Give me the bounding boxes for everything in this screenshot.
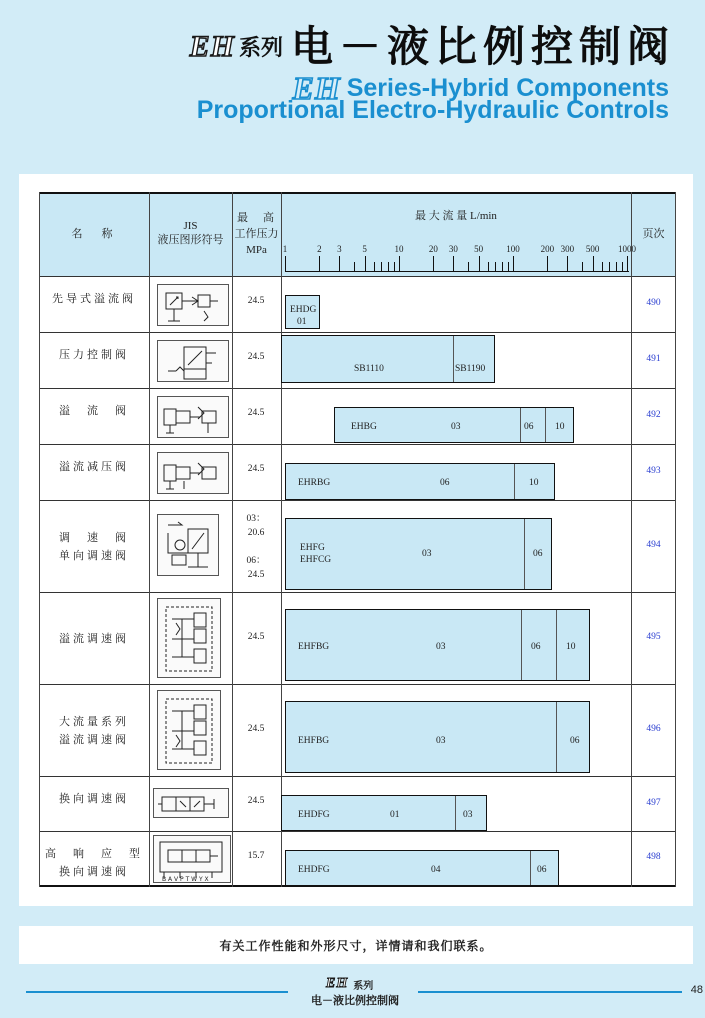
row-pressure: 24.5 — [247, 464, 265, 474]
axis-tick-label: 10 — [394, 244, 404, 254]
axis-tick-label: 2 — [317, 244, 322, 254]
axis-tick-label: 3 — [337, 244, 342, 254]
bar-label: 03 — [436, 642, 446, 652]
row-name: 换向调速阀 — [59, 866, 129, 878]
note-panel — [19, 926, 693, 964]
hydraulic-symbol-icon — [157, 340, 229, 382]
bar-label: 06 — [570, 736, 580, 746]
row-pressure: 24.5 — [247, 632, 265, 642]
axis-tick — [609, 262, 610, 271]
bar-divider — [524, 519, 525, 589]
footer-title: 电－液比例控制阀 — [311, 994, 399, 1007]
header-pressure-3: MPa — [246, 244, 267, 256]
row-page-link[interactable]: 494 — [646, 540, 661, 550]
row-page-link[interactable]: 495 — [646, 632, 661, 642]
axis-tick — [513, 256, 514, 271]
axis-tick — [319, 256, 320, 271]
hydraulic-symbol-icon — [157, 452, 229, 494]
axis-tick-label: 5 — [362, 244, 367, 254]
bar-divider — [521, 610, 522, 680]
row-page-link[interactable]: 493 — [646, 466, 661, 476]
axis-tick-label: 1000 — [618, 244, 636, 254]
row-page-link[interactable]: 490 — [646, 298, 661, 308]
axis-tick-label: 20 — [428, 244, 438, 254]
bar-divider — [455, 796, 456, 830]
row-name: 大流量系列 — [59, 716, 129, 728]
page-number: 48 — [690, 984, 703, 996]
flow-range-bar — [281, 795, 487, 831]
row-name: 单向调速阀 — [59, 550, 129, 562]
bar-label: 04 — [431, 865, 441, 875]
flow-range-bar — [334, 407, 574, 443]
header-page: 页次 — [642, 228, 665, 240]
row-name: 换向调速阀 — [59, 793, 129, 805]
bar-label: 06 — [440, 478, 450, 488]
hydraulic-symbol-icon — [157, 690, 221, 770]
bar-divider — [520, 408, 521, 442]
row-page-link[interactable]: 492 — [646, 410, 661, 420]
bar-label: 06 — [531, 642, 541, 652]
hydraulic-symbol-icon — [153, 835, 231, 883]
bar-label: 03 — [463, 810, 473, 820]
bar-label: SB1110 — [354, 364, 384, 374]
flow-range-bar — [281, 335, 495, 383]
footer-line-left — [26, 991, 288, 993]
bar-label: EHFBG — [298, 642, 330, 652]
flow-range-bar — [285, 609, 590, 681]
series-label: 系列 — [238, 36, 283, 61]
bar-label: EHDG — [290, 305, 317, 315]
axis-tick — [433, 256, 434, 271]
row-name: 溢 流 阀 — [59, 405, 129, 417]
footer-series: 系列 — [353, 980, 374, 992]
bar-divider — [514, 464, 515, 499]
axis-tick — [374, 262, 375, 271]
svg-text:B A V P T W Y X: B A V P T W Y X — [162, 876, 209, 882]
footer-line-right — [418, 991, 682, 993]
hydraulic-symbol-icon — [157, 396, 229, 438]
bar-label: EHDFG — [298, 810, 330, 820]
flow-range-bar — [285, 518, 552, 590]
row-name: 压力控制阀 — [59, 349, 129, 361]
header-name: 名 称 — [71, 228, 117, 240]
axis-tick — [602, 262, 603, 271]
bar-label: 10 — [529, 478, 539, 488]
bar-label: EHRBG — [298, 478, 331, 488]
flow-range-bar — [285, 850, 559, 886]
flow-range-bar — [285, 463, 555, 500]
row-page-link[interactable]: 497 — [646, 797, 661, 808]
bar-divider — [556, 610, 557, 680]
axis-tick-label: 50 — [474, 244, 484, 254]
bar-label: EHFG — [300, 543, 325, 553]
axis-tick — [354, 262, 355, 271]
bar-label: 06 — [537, 865, 547, 875]
row-name: 溢流调速阀 — [59, 734, 129, 746]
bar-label: 10 — [555, 422, 565, 432]
axis-tick — [394, 262, 395, 271]
axis-tick-label: 100 — [506, 244, 520, 254]
bar-label: 03 — [422, 549, 432, 559]
row-name: 溢流减压阀 — [59, 461, 129, 473]
flow-axis — [285, 271, 629, 272]
bar-label: 03 — [436, 736, 446, 746]
axis-tick — [627, 256, 628, 271]
row-pressure: 24.5 — [247, 724, 265, 734]
axis-tick-label: 30 — [448, 244, 458, 254]
bar-divider — [453, 336, 454, 382]
bar-divider — [545, 408, 546, 442]
row-name: 先导式溢流阀 — [52, 293, 136, 305]
row-pressure: 15.7 — [247, 851, 265, 861]
axis-tick — [365, 256, 366, 271]
bar-label: 03 — [451, 422, 461, 432]
page-title-en2: Proportional Electro-Hydraulic Controls — [196, 96, 669, 124]
hydraulic-symbol-icon — [157, 284, 229, 326]
axis-tick — [547, 256, 548, 271]
bar-label: EHFCG — [300, 555, 332, 565]
axis-tick — [508, 262, 509, 271]
axis-tick — [468, 262, 469, 271]
bar-divider — [556, 702, 557, 772]
bar-label: 06 — [524, 422, 534, 432]
row-pressure: 24.5 — [247, 796, 265, 806]
header-symbol-2: 液压图形符号 — [157, 234, 224, 246]
axis-tick — [381, 262, 382, 271]
hydraulic-symbol-icon — [157, 514, 219, 576]
row-pressure: 24.5 — [247, 352, 265, 362]
row-page-link[interactable]: 496 — [646, 724, 661, 734]
axis-tick-label: 200 — [540, 244, 555, 254]
bar-label: SB1190 — [455, 364, 486, 374]
row-name: 溢流调速阀 — [59, 633, 129, 645]
axis-tick-label: 1 — [282, 244, 288, 254]
axis-tick-label: 500 — [585, 244, 600, 254]
axis-tick-label: 300 — [560, 244, 575, 254]
row-page-link[interactable]: 498 — [646, 852, 661, 862]
bar-label: 01 — [297, 317, 307, 327]
axis-tick — [388, 262, 389, 271]
row-name: 调 速 阀 — [59, 532, 129, 544]
hydraulic-symbol-icon — [153, 788, 229, 818]
axis-tick — [502, 262, 503, 271]
eh-logo-blue: EH — [292, 70, 341, 106]
bar-label: EHDFG — [298, 865, 330, 875]
header-pressure-2: 工作压力 — [234, 228, 279, 240]
row-page-link[interactable]: 491 — [646, 354, 661, 364]
header-flow: 最 大 流 量 L/min — [415, 210, 497, 222]
flow-range-bar — [285, 295, 320, 329]
axis-tick — [479, 256, 480, 271]
axis-tick — [399, 256, 400, 271]
page-title-en1: Series-Hybrid Components — [346, 74, 669, 102]
header-pressure-1: 最 高 — [237, 212, 276, 224]
row-pressure: 20.6 — [247, 528, 265, 538]
flow-range-bar — [285, 701, 590, 773]
axis-tick — [593, 256, 594, 271]
row-pressure: 24.5 — [247, 408, 265, 418]
axis-tick — [453, 256, 454, 271]
footer-logo — [326, 976, 373, 992]
axis-tick — [622, 262, 623, 271]
axis-tick — [616, 262, 617, 271]
row-name: 高 响 应 型 — [45, 848, 143, 860]
product-table — [39, 192, 676, 887]
row-pressure: 24.5 — [247, 296, 265, 306]
bar-label: 10 — [566, 642, 576, 652]
header-title-cn — [189, 18, 675, 71]
axis-tick — [285, 256, 286, 271]
bar-label: 06 — [533, 549, 543, 559]
header-symbol-1: JIS — [183, 220, 198, 232]
hydraulic-symbol-icon — [157, 598, 221, 678]
bar-label: EHFBG — [298, 736, 330, 746]
bar-label: 01 — [390, 810, 400, 820]
footer-eh-logo: EH — [326, 976, 349, 991]
axis-tick — [488, 262, 489, 271]
axis-tick — [339, 256, 340, 271]
row-pressure: 06： — [246, 556, 266, 566]
contact-note: 有关工作性能和外形尺寸，详情请和我们联系。 — [219, 939, 493, 953]
eh-logo: EH — [189, 30, 235, 63]
axis-tick — [567, 256, 568, 271]
row-pressure: 03： — [246, 514, 266, 524]
row-pressure: 24.5 — [247, 570, 265, 580]
axis-tick — [495, 262, 496, 271]
axis-tick — [582, 262, 583, 271]
page-title-cn: 电－液比例控制阀 — [290, 22, 675, 71]
bar-label: EHBG — [351, 422, 377, 432]
bar-divider — [530, 851, 531, 885]
